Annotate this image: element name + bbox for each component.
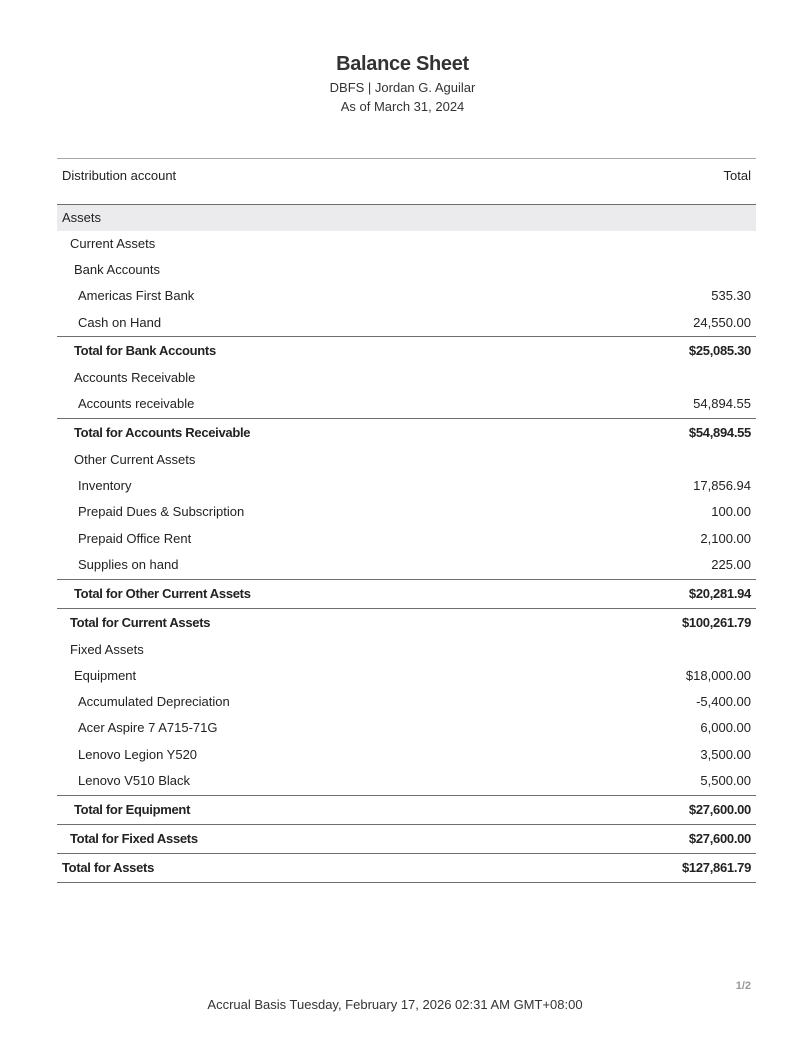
table-row [57,742,756,769]
row-label: Total for Other Current Assets [74,585,251,601]
row-label: Assets [62,210,102,225]
row-label: Acer Aspire 7 A715-71G [78,720,218,735]
table-row [57,473,756,500]
row-amount: $20,281.94 [688,585,751,601]
row-amount: 24,550.00 [693,314,751,330]
total-row [57,853,756,883]
row-label: Total for Equipment [74,801,191,817]
total-row [57,579,756,608]
group-row [57,637,756,663]
row-amount: 17,856.94 [693,477,751,493]
column-header-account: Distribution account [62,168,177,183]
row-label: Current Assets [70,236,156,251]
row-amount: $100,261.79 [682,614,751,630]
row-label: Total for Bank Accounts [74,343,216,358]
page-indicator: 1/2 [735,980,751,992]
table-row [57,526,756,553]
table-row [57,552,756,579]
table-row [57,391,756,418]
row-label: Equipment [74,667,137,683]
row-label: Accumulated Depreciation [78,693,230,709]
table-row [57,310,756,337]
row-label: Fixed Assets [70,641,144,657]
column-header-total: Total [723,168,751,183]
group-row [57,447,756,473]
report-footer: Accrual Basis Tuesday, February 17, 2026 02:31 AM GMT+08:00 [207,997,583,1012]
row-label: Other Current Assets [74,451,196,467]
row-amount: 5,500.00 [700,773,751,788]
row-label: Prepaid Dues & Subscription [78,504,245,519]
row-label: Accounts receivable [78,396,195,411]
row-label: Total for Accounts Receivable [74,424,251,440]
row-label: Americas First Bank [78,288,195,303]
table-row [57,689,756,716]
row-amount: $25,085.30 [688,343,751,358]
total-row [57,608,756,637]
table-row [57,499,756,526]
date-line: As of March 31, 2024 [340,99,465,114]
row-amount: 54,894.55 [693,396,751,411]
row-amount: $54,894.55 [688,424,751,440]
row-label: Prepaid Office Rent [78,530,192,546]
total-row [57,795,756,824]
row-amount: 3,500.00 [700,746,751,762]
row-label: Cash on Hand [78,314,162,330]
row-amount: $27,600.00 [688,830,751,846]
row-amount: 535.30 [711,288,751,303]
row-amount: $27,600.00 [688,801,751,817]
row-amount: 225.00 [711,557,751,572]
table-row [57,283,756,310]
row-label: Total for Current Assets [70,614,211,630]
group-row [57,257,756,283]
row-amount: 6,000.00 [700,720,751,735]
total-row [57,824,756,853]
report-title: Balance Sheet [336,53,469,75]
row-amount: 2,100.00 [700,530,751,546]
row-label: Lenovo V510 Black [78,773,191,788]
table-row [57,715,756,742]
table-row [57,768,756,795]
row-label: Total for Fixed Assets [70,830,198,846]
row-amount: 100.00 [711,504,751,519]
row-label: Total for Assets [62,859,154,875]
section-row [57,205,756,231]
table-header [57,158,756,205]
row-amount: -5,400.00 [696,693,751,709]
row-label: Bank Accounts [74,262,160,277]
row-label: Accounts Receivable [74,370,196,385]
group-row [57,231,756,257]
row-label: Supplies on hand [78,557,179,572]
row-label: Inventory [78,477,132,493]
row-amount: $127,861.79 [682,859,751,875]
total-row [57,336,756,365]
group-row [57,365,756,391]
row-label: Lenovo Legion Y520 [78,746,198,762]
company-line: DBFS | Jordan G. Aguilar [329,80,476,95]
group-row [57,663,756,689]
row-amount: $18,000.00 [685,667,751,683]
total-row [57,418,756,447]
